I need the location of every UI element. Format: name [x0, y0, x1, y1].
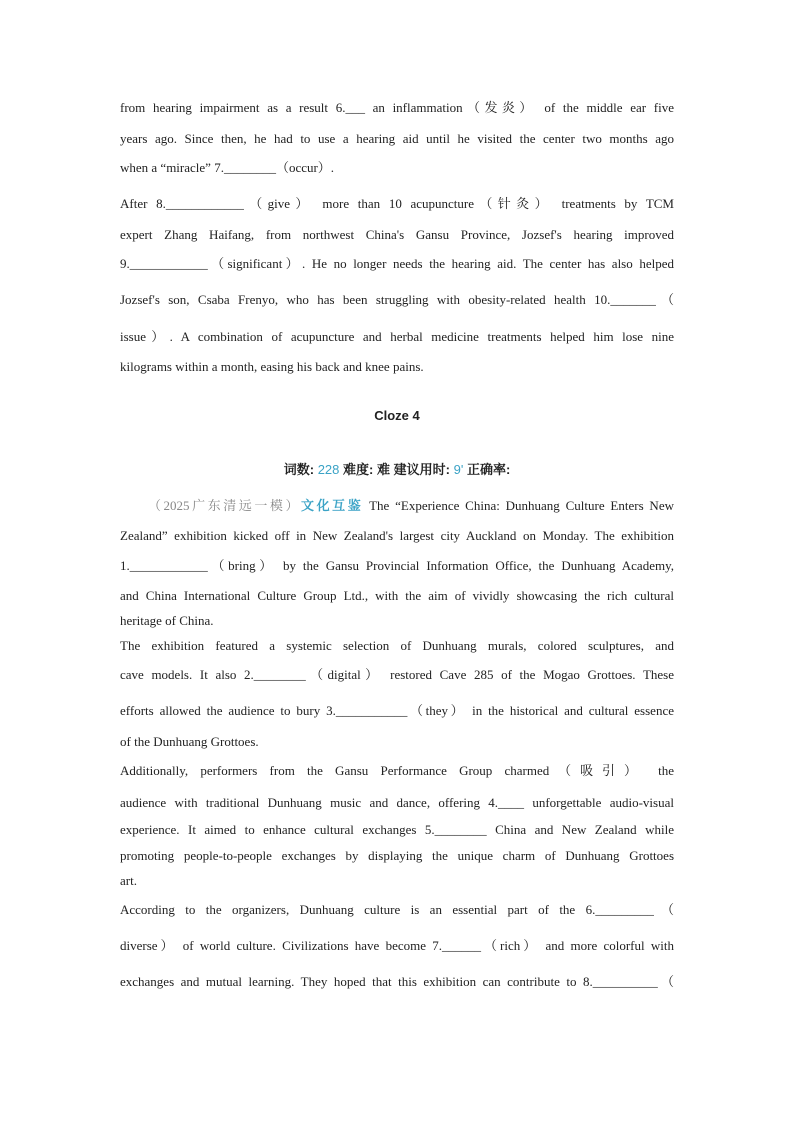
- text-line: Jozsef's son, Csaba Frenyo, who has been struggling with obesity-related health 10._______（: [120, 292, 674, 307]
- text-line: Zealand” exhibition kicked off in New Zealand's largest city Auckland on Monday. The exhibition: [120, 528, 674, 543]
- text-line: The exhibition featured a systemic selection of Dunhuang murals, colored sculptures, and: [120, 638, 674, 653]
- text-line: experience. It aimed to enhance cultural exchanges 5.________ China and New Zealand while: [120, 822, 674, 837]
- text-line: exchanges and mutual learning. They hoped that this exhibition can contribute to 8.__________（: [120, 974, 674, 989]
- time-value: 9': [453, 462, 464, 477]
- source-note: （2025广东清远一模）: [148, 498, 302, 513]
- text-line: efforts allowed the audience to bury 3.___________（they） in the historical and cultural essence: [120, 703, 674, 718]
- text-line: [120, 498, 674, 514]
- word-count-label: 词数:: [283, 462, 315, 477]
- text-line: heritage of China.: [120, 613, 214, 628]
- accuracy-label: 正确率:: [466, 462, 511, 477]
- text-line: of the Dunhuang Grottoes.: [120, 734, 259, 749]
- text-line: audience with traditional Dunhuang music and dance, offering 4.____ unforgettable audio-visual: [120, 795, 674, 810]
- text-line: cave models. It also 2.________（digital） restored Cave 285 of the Mogao Grottoes. These: [120, 667, 674, 682]
- text-line: expert Zhang Haifang, from northwest China's Gansu Province, Jozsef's hearing improved: [120, 227, 674, 242]
- word-count-value: 228: [317, 462, 340, 477]
- text-line: from hearing impairment as a result 6.___ an inflammation（发炎） of the middle ear five: [120, 100, 674, 115]
- text-line: promoting people-to-people exchanges by displaying the unique charm of Dunhuang Grottoes: [120, 848, 674, 863]
- text-line: and China International Culture Group Ltd., with the aim of vividly showcasing the rich cultural: [120, 588, 674, 603]
- topic-tag: 文化互鉴: [301, 498, 364, 513]
- text-line: years ago. Since then, he had to use a hearing aid until he visited the center two months ago: [120, 131, 674, 146]
- text-span: The “Experience China: Dunhuang Culture Enters New: [363, 498, 674, 513]
- stats-bar: [120, 462, 674, 478]
- text-line: According to the organizers, Dunhuang culture is an essential part of the 6._________（: [120, 902, 674, 917]
- text-line: 1.____________（bring） by the Gansu Provincial Information Office, the Dunhuang Academy,: [120, 558, 674, 573]
- section-title: Cloze 4: [374, 408, 420, 423]
- text-line: Additionally, performers from the Gansu Performance Group charmed（吸引） the: [120, 763, 674, 778]
- text-line: kilograms within a month, easing his back and knee pains.: [120, 359, 424, 374]
- text-line: 9.____________（significant）. He no longer needs the hearing aid. The center has also helped: [120, 256, 674, 271]
- text-line: After 8.____________（give） more than 10 acupuncture（针灸） treatments by TCM: [120, 196, 674, 211]
- text-line: art.: [120, 873, 137, 888]
- text-line: issue）. A combination of acupuncture and herbal medicine treatments helped him lose nine: [120, 329, 674, 344]
- text-line: when a “miracle” 7.________（occur）.: [120, 160, 335, 175]
- difficulty-value: 难: [376, 462, 390, 477]
- text-line: diverse） of world culture. Civilizations have become 7.______（rich） and more colorful with: [120, 938, 674, 953]
- time-label: 建议用时:: [393, 462, 450, 477]
- difficulty-label: 难度:: [343, 462, 374, 477]
